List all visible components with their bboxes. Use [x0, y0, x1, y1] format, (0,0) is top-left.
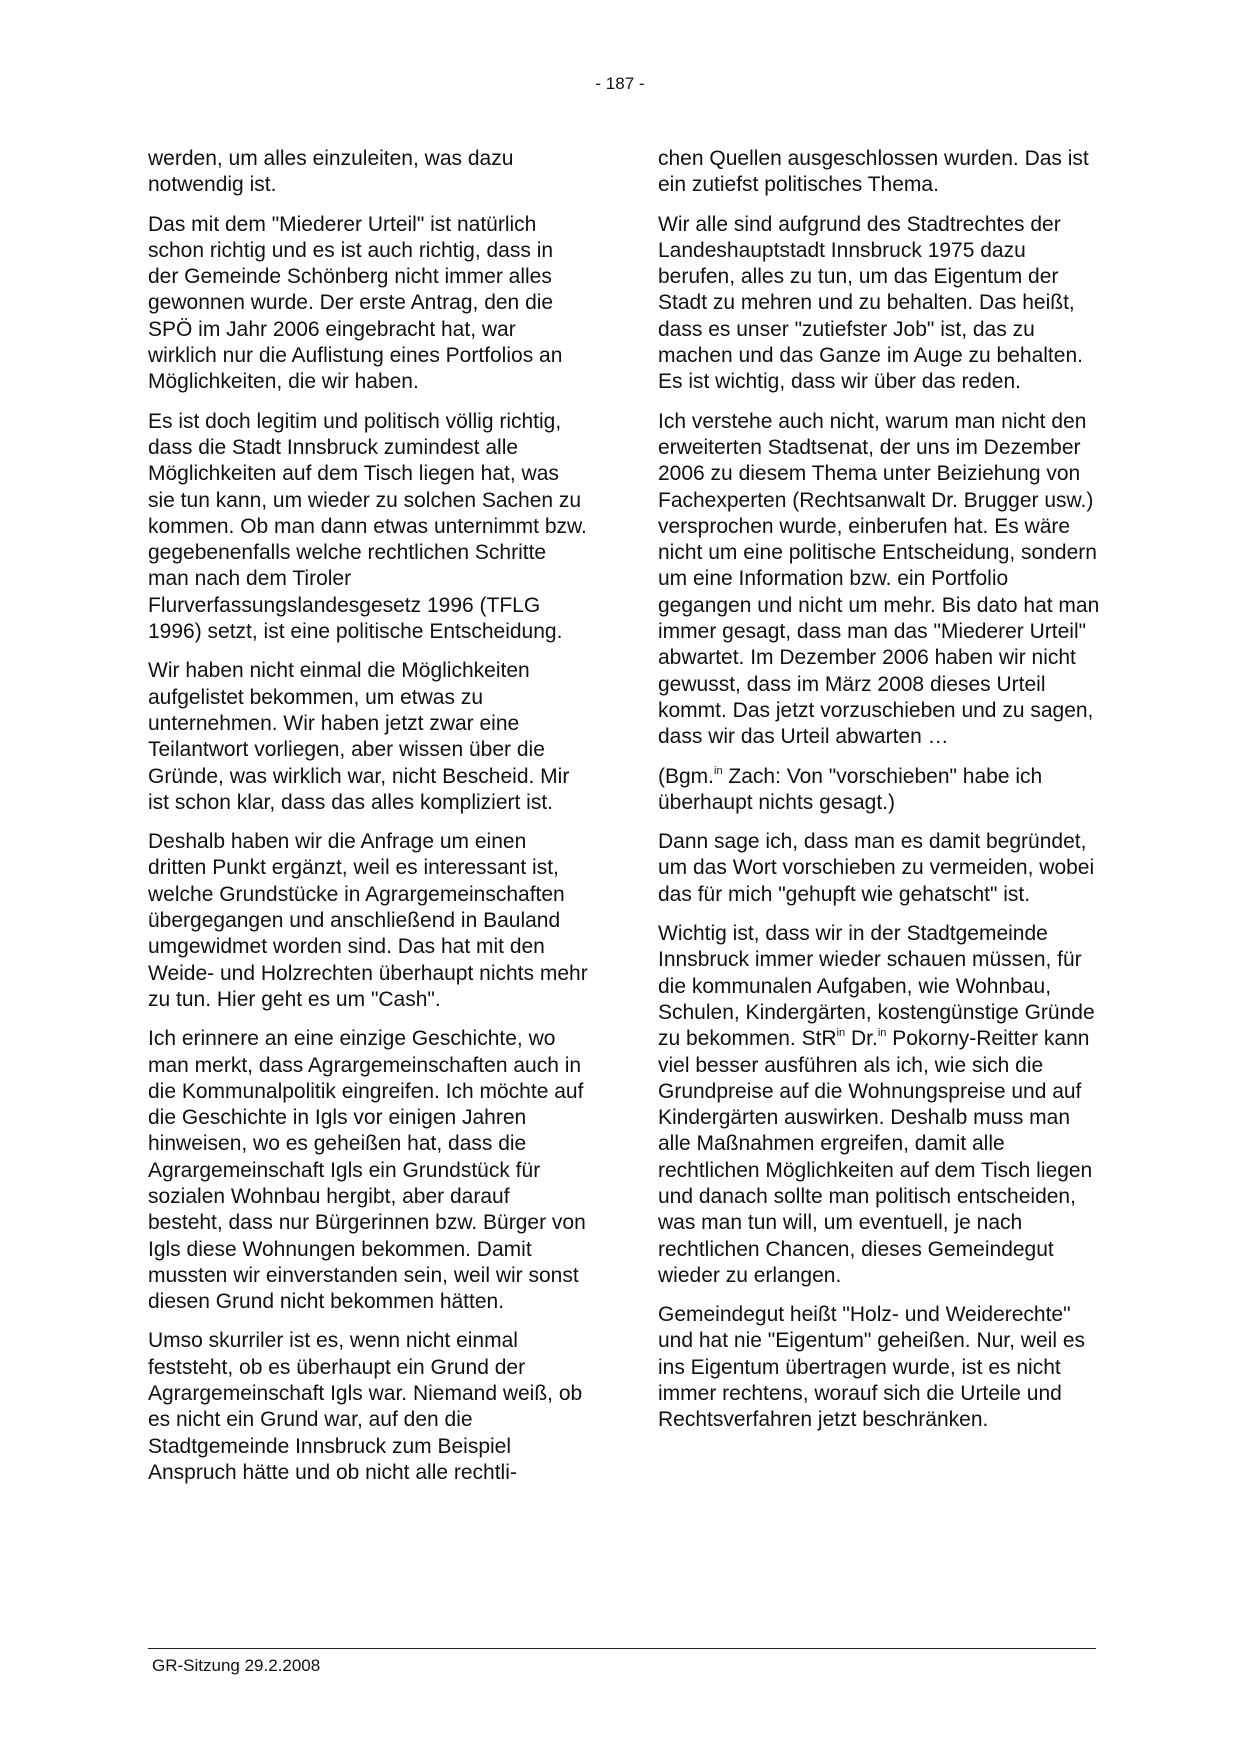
superscript: in — [877, 1027, 887, 1040]
paragraph: Wir alle sind aufgrund des Stadtrechtes der Landeshauptstadt Innsbruck 1975 dazu berufen, alles zu tun, um das Eigentum der Stadt zu mehren und zu behalten. Das heißt, dass es unser "zutiefster Job" ist, das zu machen und das Ganze im Auge zu behalten. Es ist wichtig, dass wir über das reden. — [658, 212, 1083, 394]
paragraph-text: Dr. — [845, 1027, 878, 1051]
paragraph-text: Pokorny-Reitter kann viel besser ausführen als ich, wie sich die Grundpreise auf die Wohnungspreise und auf Kindergärten auswirken. Deshalb muss man alle Maßnahmen ergreifen, damit alle rechtlichen Möglichkeiten auf dem Tisch liegen und danach sollte man politisch entscheiden, was man tun will, um eventuell, je nach rechtlichen Chancen, dieses Gemeindegut wieder zu erlangen. — [658, 1027, 1093, 1287]
interjection-text: Zach: Von "vorschieben" habe ich überhaupt nichts gesagt.) — [658, 764, 1043, 814]
paragraph: Ich erinnere an eine einzige Geschichte, wo man merkt, dass Agrargemeinschaften auch in die Kommunalpolitik eingreifen. Ich möchte auf die Geschichte in Igls vor einigen Jahren hinweisen, wo es geheißen hat, dass die Agrargemeinschaft Igls ein Grundstück für sozialen Wohnbau hergibt, aber darauf besteht, dass nur Bürgerinnen bzw. Bürger von Igls diese Wohnungen bekommen. Damit mussten wir einverstanden sein, weil wir sonst diesen Grund nicht bekommen hätten. — [148, 1027, 586, 1314]
paragraph: Dann sage ich, dass man es damit begründet, um das Wort vorschieben zu vermeiden, wobei das für mich "gehupft wie gehatscht" ist. — [658, 830, 1095, 906]
paragraph-text: Wichtig ist, dass wir in der Stadtgemeinde Innsbruck immer wieder schauen müssen, für die kommunalen Aufgaben, wie Wohnbau, Schulen, Kindergärten, kostengünstige Gründe zu bekommen. StR — [658, 922, 1095, 1051]
left-column — [148, 146, 588, 1499]
footer-divider — [148, 1648, 1096, 1649]
paragraph: Wir haben nicht einmal die Möglichkeiten aufgelistet bekommen, um etwas zu unternehmen. Wir haben jetzt zwar eine Teilantwort vorliegen, aber wissen über die Gründe, was wirklich war, nicht Bescheid. Mir ist schon klar, dass das alles kompliziert ist. — [148, 659, 570, 814]
paragraph: chen Quellen ausgeschlossen wurden. Das ist ein zutiefst politisches Thema. — [658, 147, 1089, 197]
interjection-text: (Bgm. — [658, 764, 715, 788]
paragraph: werden, um alles einzuleiten, was dazu notwendig ist. — [148, 147, 514, 197]
footer-text: GR-Sitzung 29.2.2008 — [152, 1656, 321, 1675]
page-number: - 187 - — [595, 74, 645, 93]
interjection-paragraph — [658, 764, 1103, 817]
paragraph: Es ist doch legitim und politisch völlig richtig, dass die Stadt Innsbruck zumindest alle Möglichkeiten auf dem Tisch liegen hat, was sie tun kann, um wieder zu solchen Sachen zu kommen. Ob man dann etwas unternimmt bzw. gegebenenfalls welche rechtlichen Schritte man nach dem Tiroler Flurverfassungslandesgesetz 1996 (TFLG 1996) setzt, ist eine politische Entscheidung. — [148, 409, 587, 644]
superscript: in — [714, 764, 723, 777]
paragraph: Ich verstehe auch nicht, warum man nicht den erweiterten Stadtsenat, der uns im Dezember 2006 zu diesem Thema unter Beiziehung von Fachexperten (Rechtsanwalt Dr. Brugger usw.) versprochen wurde, einberufen hat. Es wäre nicht um eine politische Entscheidung, sondern um eine Information bzw. ein Portfolio gegangen und nicht um mehr. Bis dato hat man immer gesagt, dass man das "Miederer Urteil" abwartet. Im Dezember 2006 haben wir nicht gewusst, dass im März 2008 dieses Urteil kommt. Das jetzt vorzuschieben und zu sagen, dass wir das Urteil abwarten … — [658, 409, 1100, 749]
paragraph: Deshalb haben wir die Anfrage um einen dritten Punkt ergänzt, weil es interessant ist, welche Grundstücke in Agrargemeinschaften übergegangen und anschließend in Bauland umgewidmet worden sind. Das hat mit den Weide- und Holzrechten überhaupt nichts mehr zu tun. Hier geht es um "Cash". — [148, 830, 588, 1011]
superscript: in — [836, 1027, 846, 1040]
paragraph — [658, 921, 1103, 1289]
paragraph: Das mit dem "Miederer Urteil" ist natürlich schon richtig und es ist auch richtig, dass in der Gemeinde Schönberg nicht immer alles gewonnen wurde. Der erste Antrag, den die SPÖ im Jahr 2006 eingebracht hat, war wirklich nur die Auflistung eines Portfolios an Möglichkeiten, die wir haben. — [148, 212, 563, 394]
paragraph: Gemeindegut heißt "Holz- und Weiderechte" und hat nie "Eigentum" geheißen. Nur, weil es ins Eigentum übertragen wurde, ist es nicht immer rechtens, worauf sich die Urteile und Rechtsverfahren jetzt beschränken. — [658, 1303, 1085, 1432]
paragraph: Umso skurriler ist es, wenn nicht einmal feststeht, ob es überhaupt ein Grund der Agrargemeinschaft Igls war. Niemand weiß, ob es nicht ein Grund war, auf den die Stadtgemeinde Innsbruck zum Beispiel Anspruch hätte und ob nicht alle rechtli- — [148, 1329, 583, 1484]
right-column — [658, 146, 1103, 1447]
